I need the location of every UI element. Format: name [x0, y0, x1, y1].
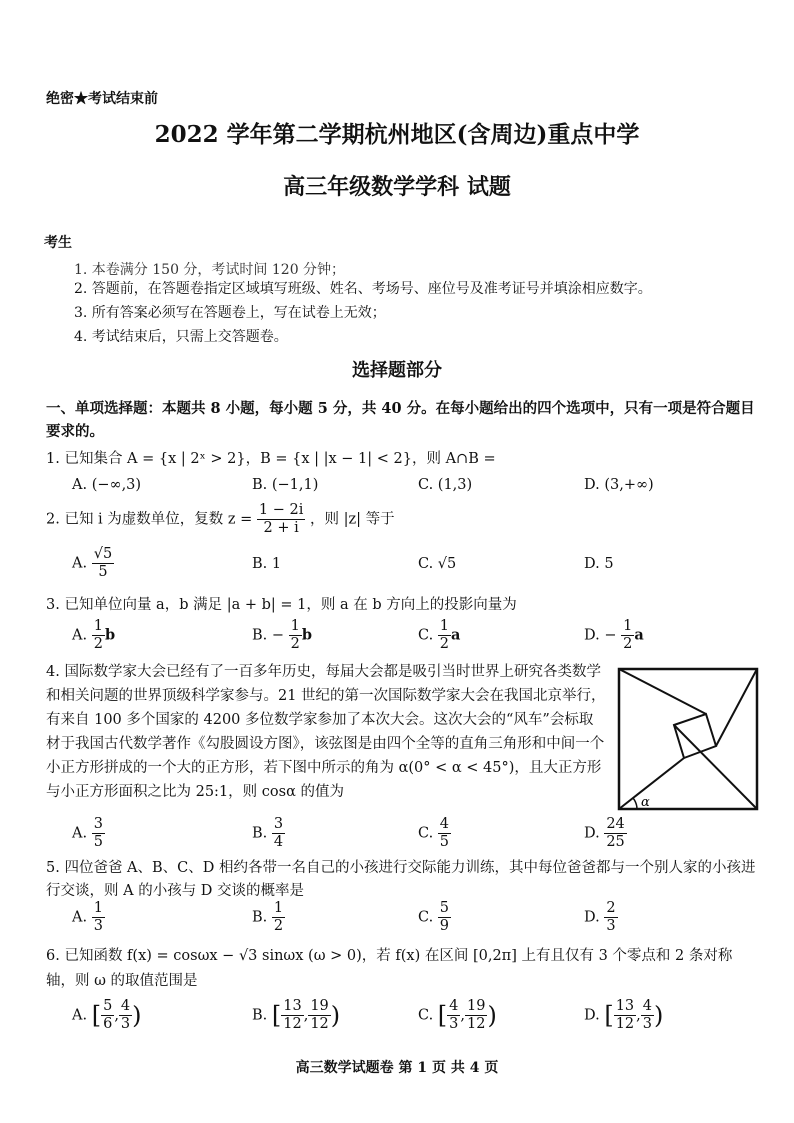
q5-opt-b-num: 1: [273, 900, 284, 916]
q5-opt-d-num: 2: [606, 900, 616, 916]
q4-opt-a-num: 3: [93, 816, 103, 832]
q4-opt-c-num: 4: [439, 816, 450, 832]
q3-opt-d-sign: −: [604, 627, 617, 644]
q6-opt-b-left: [: [271, 1001, 282, 1030]
q2-option-a: [72, 546, 114, 581]
q3-opt-d-label: D.: [584, 627, 600, 644]
pinwheel-inner-square: [674, 714, 716, 758]
question-2-stem: [46, 502, 395, 537]
q6-opt-d-label: D.: [584, 1007, 600, 1024]
pinwheel-line-3: [674, 725, 757, 809]
q6-opt-b-lo-den: 12: [283, 1016, 302, 1032]
q3-opt-a-frac: [92, 618, 105, 653]
q4-opt-c-frac: [438, 816, 451, 851]
q3-opt-d-den: 2: [623, 636, 633, 652]
q6-option-c: C. [ $\frac{4}{3}$ , $\frac{19}{12}$ ): [418, 998, 497, 1032]
q4-option-d: [584, 816, 627, 851]
q3-opt-c-label: C.: [418, 627, 434, 644]
pinwheel-figure: [617, 667, 759, 811]
q3-opt-b-sign: −: [271, 627, 285, 644]
q5-opt-a-label: A.: [72, 909, 88, 926]
q2-option-d: D. 5: [584, 556, 614, 572]
q6-opt-d-left: [: [604, 1001, 614, 1030]
q6-opt-a-hi-num: 4: [120, 998, 131, 1014]
q3-opt-a-vec: b: [104, 626, 116, 644]
q6-opt-c-left: [: [437, 1001, 448, 1030]
q6-opt-b-label: B.: [252, 1007, 268, 1024]
notice-4: 4. 考试结束后，只需上交答题卷。: [74, 329, 288, 345]
q4-opt-b-frac: [272, 816, 285, 851]
q6-opt-a-lo: [101, 998, 114, 1033]
q2-fraction: [257, 502, 305, 537]
q2-option-c: C. √5: [418, 556, 457, 572]
q2-opt-a-den: 5: [98, 564, 108, 580]
q6-opt-c-hi: [465, 998, 487, 1033]
q6-opt-d-lo: [614, 998, 636, 1033]
q2-opt-a-frac: [92, 546, 114, 581]
q3-option-b: [252, 618, 312, 653]
q6-opt-c-right: ): [487, 1001, 497, 1030]
pinwheel-line-2: [716, 669, 757, 746]
question-6-stem: 6. 已知函数 f(x) = cosωx − √3 sinωx (ω > 0)，若 f(x) 在区间 [0,2π] 上有且仅有 3 个零点和 2 条对称轴，则 ω 的取值范围是: [46, 948, 733, 989]
q3-opt-b-vec: b: [301, 626, 313, 644]
q2-stem-prefix: 2. 已知 i 为虚数单位，复数 z =: [46, 511, 253, 528]
q5-opt-b-frac: [272, 900, 285, 935]
q6-opt-d-lo-den: 12: [615, 1016, 635, 1032]
q6-opt-a-left: [: [91, 1001, 102, 1030]
question-5-stem: 5. 四位爸爸 A、B、C、D 相约各带一名自己的小孩进行交际能力训练，其中每位爸爸都与一个别人家的小孩进行交谈，则 A 的小孩与 D 交谈的概率是: [46, 860, 756, 899]
q6-opt-b-hi-den: 12: [310, 1016, 329, 1032]
q4-opt-a-den: 5: [93, 834, 103, 850]
q5-opt-d-label: D.: [584, 909, 600, 926]
q6-opt-d-hi-den: 3: [642, 1016, 652, 1032]
q4-opt-d-den: 25: [606, 834, 625, 850]
q4-opt-b-label: B.: [252, 825, 268, 842]
q6-option-b: B. [ $\frac{13}{12}$ , $\frac{19}{12}$ ): [252, 998, 341, 1032]
q5-opt-b-label: B.: [252, 909, 268, 926]
q4-opt-c-den: 5: [439, 834, 450, 850]
q3-option-d: [584, 618, 644, 653]
q5-opt-b-den: 2: [273, 918, 284, 934]
q5-opt-c-num: 5: [439, 900, 450, 916]
q4-option-b: [252, 816, 285, 851]
q4-option-c: [418, 816, 451, 851]
q3-opt-c-num: 1: [439, 618, 450, 634]
q6-opt-a-right: ): [132, 1001, 142, 1030]
q6-opt-b-hi-num: 19: [310, 998, 329, 1014]
q3-opt-b-den: 2: [290, 636, 300, 652]
q5-opt-a-den: 3: [93, 918, 103, 934]
q3-opt-a-label: A.: [72, 627, 88, 644]
q5-opt-a-frac: [92, 900, 105, 935]
q6-option-a: A. [ $\frac{5}{6}$ , $\frac{4}{3}$ ): [72, 998, 142, 1032]
notice-3: 3. 所有答案必须写在答题卷上，写在试卷上无效；: [74, 305, 386, 321]
q4-opt-b-den: 4: [273, 834, 284, 850]
q3-opt-b-num: 1: [290, 618, 300, 634]
q5-opt-d-frac: [604, 900, 617, 935]
q6-opt-c-lo-den: 3: [449, 1016, 459, 1032]
alpha-arc: [633, 798, 637, 809]
q6-opt-c-hi-num: 19: [467, 998, 486, 1014]
q5-opt-d-den: 3: [606, 918, 616, 934]
q6-opt-a-hi: [119, 998, 132, 1033]
part-heading: 一、单项选择题：本题共 8 小题，每小题 5 分，共 40 分。在每小题给出的四个选项中，只有一项是符合题目要求的。: [46, 400, 755, 440]
q6-opt-c-hi-den: 12: [467, 1016, 486, 1032]
q6-opt-a-lo-num: 5: [103, 998, 113, 1014]
q5-opt-c-frac: [438, 900, 451, 935]
q5-option-d: [584, 900, 618, 935]
q6-opt-b-lo-num: 13: [283, 998, 302, 1014]
question-4-stem: 4. 国际数学家大会已经有了一百多年历史，每届大会都是吸引当时世界上研究各类数学和相关问题的世界顶级科学家参与。21 世纪的第一次国际数学家大会在我国北京举行，有来自 100 多个国家的 4200 多位数学家参加了本次大会。这次大会的“风车”会标取材于我国古代数学著作《勾股圆设方图》，该弦图是由四个全等的直角三角形和中间一个小正方形拼成的一个大的正方形，若下图中所示的角为 α(0° < α < 45°)，且大正方形与小正方形面积之比为 25:1，则 cosα 的值为: [46, 664, 606, 800]
q4-opt-b-num: 3: [273, 816, 284, 832]
q6-opt-c-label: C.: [418, 1007, 434, 1024]
q5-option-c: [418, 900, 451, 935]
q5-option-b: [252, 900, 285, 935]
q3-opt-d-vec: a: [634, 626, 644, 644]
q4-opt-d-num: 24: [606, 816, 625, 832]
candidate-notice-label: 考生: [44, 235, 72, 251]
q5-option-a: [72, 900, 105, 935]
q6-opt-c-lo-num: 4: [449, 998, 459, 1014]
q3-option-a: [72, 618, 115, 653]
q6-opt-d-right: ): [654, 1001, 664, 1030]
q5-opt-c-label: C.: [418, 909, 434, 926]
q6-opt-d-hi-num: 4: [642, 998, 652, 1014]
q1-option-a: A. (−∞,3): [72, 477, 142, 493]
pinwheel-line-4: [619, 758, 684, 809]
page-footer: 高三数学试题卷 第 1 页 共 4 页: [295, 1060, 499, 1076]
q1-option-d: D. (3,+∞): [584, 477, 654, 493]
q4-opt-d-frac: [604, 816, 626, 851]
q6-opt-b-hi: [308, 998, 330, 1033]
q2-stem-suffix: ，则 |z| 等于: [310, 511, 395, 528]
q2-frac-num: 1 − 2i: [258, 502, 304, 518]
q6-opt-d-lo-num: 13: [615, 998, 635, 1014]
q3-opt-d-num: 1: [623, 618, 633, 634]
q6-opt-c-lo: [447, 998, 460, 1033]
q1-option-b: B. (−1,1): [252, 477, 319, 493]
q3-opt-b-frac: [289, 618, 302, 653]
q3-opt-c-vec: a: [451, 626, 461, 644]
question-3-stem: 3. 已知单位向量 a，b 满足 |a + b| = 1，则 a 在 b 方向上的投影向量为: [46, 597, 517, 613]
q4-option-a: [72, 816, 105, 851]
q6-opt-b-right: ): [330, 1001, 341, 1030]
exam-title-line2: 高三年级数学学科 试题: [283, 174, 511, 200]
q2-opt-a-num: √5: [93, 546, 113, 562]
secret-label: 绝密★考试结束前: [46, 91, 158, 107]
q3-option-c: [418, 618, 460, 653]
section-title: 选择题部分: [352, 360, 442, 381]
q6-opt-a-label: A.: [72, 1007, 88, 1024]
q4-opt-a-label: A.: [72, 825, 88, 842]
q6-opt-d-hi: [641, 998, 654, 1033]
q1-option-c: C. (1,3): [418, 477, 473, 493]
q3-opt-d-frac: [621, 618, 634, 653]
notice-2: 2. 答题前，在答题卷指定区域填写班级、姓名、考场号、座位号及准考证号并填涂相应数字。: [74, 281, 652, 297]
q6-opt-a-hi-den: 3: [120, 1016, 131, 1032]
q3-opt-a-num: 1: [93, 618, 103, 634]
q3-opt-c-frac: [438, 618, 451, 653]
alpha-label: α: [641, 795, 650, 810]
q5-opt-a-num: 1: [93, 900, 103, 916]
q6-option-d: D. [ $\frac{13}{12}$ , $\frac{4}{3}$ ): [584, 998, 664, 1032]
q3-opt-b-label: B.: [252, 627, 268, 644]
q5-opt-c-den: 9: [439, 918, 450, 934]
q6-opt-b-lo: [281, 998, 303, 1033]
q3-opt-c-den: 2: [439, 636, 450, 652]
pinwheel-line-1: [619, 669, 706, 714]
q2-frac-den: 2 + i: [263, 520, 299, 536]
q6-opt-a-lo-den: 6: [103, 1016, 113, 1032]
question-1-stem: 1. 已知集合 A = {x | 2ˣ > 2}，B = {x | |x − 1| < 2}，则 A∩B =: [46, 451, 496, 467]
q4-opt-c-label: C.: [418, 825, 434, 842]
q4-opt-d-label: D.: [584, 825, 600, 842]
exam-title-line1: 2022 学年第二学期杭州地区(含周边)重点中学: [154, 121, 640, 148]
q2-option-b: B. 1: [252, 556, 282, 572]
q2-opt-a-label: A.: [72, 555, 88, 572]
notice-1: 1. 本卷满分 150 分，考试时间 120 分钟；: [74, 262, 346, 278]
q3-opt-a-den: 2: [93, 636, 103, 652]
q4-opt-a-frac: [92, 816, 105, 851]
